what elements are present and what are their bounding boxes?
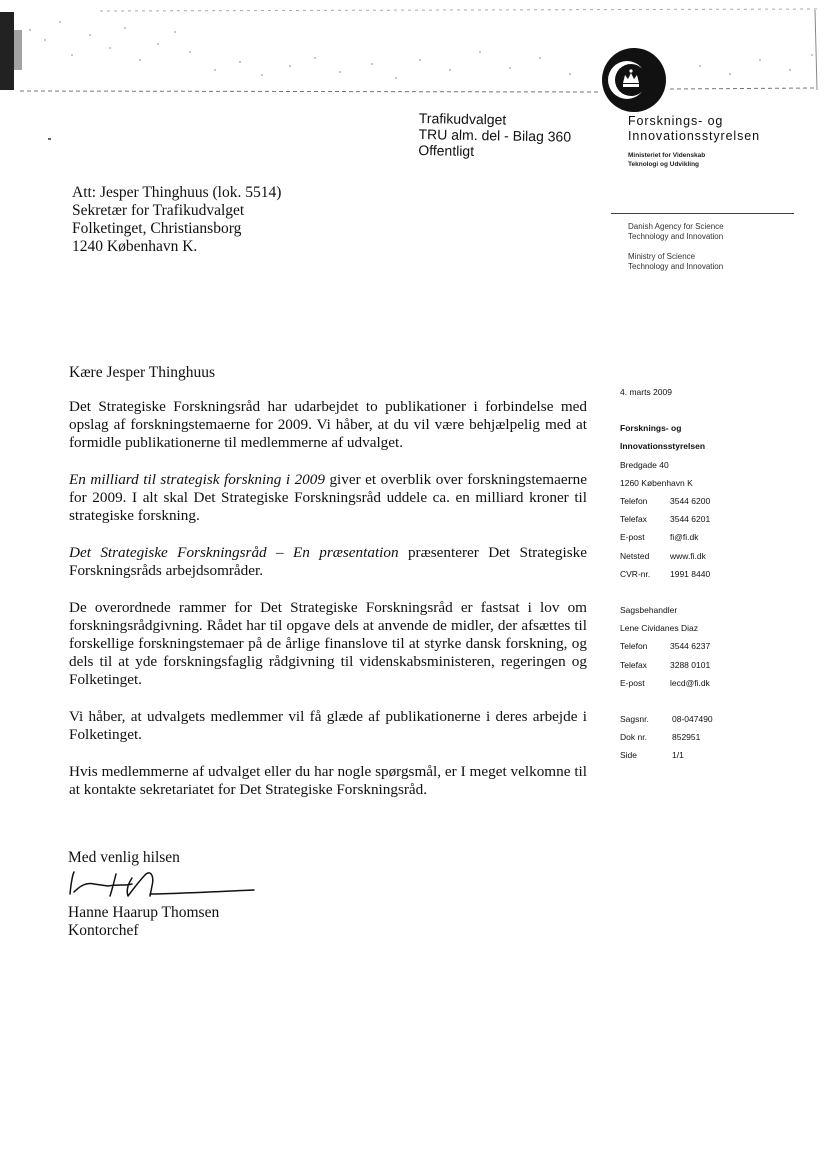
ministry-name-line2: Teknologi og Udvikling xyxy=(628,161,700,168)
contact-label: Telefon xyxy=(620,496,648,507)
handler-contact-label: Telefax xyxy=(620,659,647,670)
signer-name: Hanne Haarup Thomsen xyxy=(68,904,220,921)
scan-noise-band xyxy=(0,0,824,100)
handler-contact-value: lecd@fi.dk xyxy=(670,677,710,688)
contact-value: 1991 8440 xyxy=(670,568,711,579)
case-label: Sagsnr. xyxy=(620,714,649,725)
case-value: 08-047490 xyxy=(672,714,713,725)
handler-row-phone xyxy=(620,637,800,655)
contact-label: Telefax xyxy=(620,514,647,525)
recipient-city: 1240 København K. xyxy=(72,238,198,255)
case-value: 1/1 xyxy=(672,750,684,761)
case-row-number xyxy=(620,710,800,728)
paragraph-1: Det Strategiske Forskningsråd har udarbejdet to publikationer i forbindelse med opslag af forskningstemaerne for 2009. Vi håber, at du vil være behjælpelig med at formidle publikationerne til medlemmerne af udvalget. xyxy=(69,398,587,451)
letter-date: 4. marts 2009 xyxy=(620,387,672,397)
handler-name: Lene Cividanes Diaz xyxy=(620,623,698,634)
salutation: Kære Jesper Thinghuus xyxy=(69,364,216,381)
sidebar-street: Bredgade 40 xyxy=(620,459,669,470)
contact-value: fi@fi.dk xyxy=(670,532,699,543)
stamp-committee: Trafikudvalget xyxy=(418,110,507,128)
handler-contact-value: 3288 0101 xyxy=(670,659,711,670)
case-row-document xyxy=(620,728,800,746)
agency-name xyxy=(628,114,760,144)
agency-name-line2: Innovationsstyrelsen xyxy=(628,129,760,143)
english-agency-line2: Technology and Innovation xyxy=(628,232,724,241)
english-ministry-line1: Ministry of Science xyxy=(628,252,696,261)
paragraph-2 xyxy=(69,471,587,525)
closing-phrase: Med venlig hilsen xyxy=(68,849,180,866)
sidebar-org-line1: Forsknings- og xyxy=(620,423,682,434)
header-divider xyxy=(611,213,794,214)
case-label: Dok nr. xyxy=(620,732,647,743)
sidebar-org-line2: Innovationsstyrelsen xyxy=(620,441,706,452)
handler-contact-value: 3544 6237 xyxy=(670,641,711,652)
sender-details-sidebar xyxy=(620,383,800,765)
paragraph-5: Vi håber, at udvalgets medlemmer vil få glæde af publikationerne i deres arbejde i Folketinget. xyxy=(69,708,587,743)
signer-block xyxy=(68,904,219,940)
contact-label: CVR-nr. xyxy=(620,568,651,579)
contact-value: 3544 6201 xyxy=(670,514,711,525)
recipient-att: Att: Jesper Thinghuus (lok. 5514) xyxy=(72,184,282,201)
letter-body xyxy=(69,398,587,818)
handler-contact-label: E-post xyxy=(620,677,645,688)
sidebar-city: 1260 København K xyxy=(620,477,693,488)
case-value: 852951 xyxy=(672,732,701,743)
contact-row-phone xyxy=(620,492,800,510)
paragraph-2-text: giver et overblik over forskningstemaerne for 2009. I alt skal Det Strategiske Forskningsråd uddele ca. en milliard kroner til strategiske forskning. xyxy=(69,471,587,524)
contact-row-fax xyxy=(620,510,800,528)
handler-label: Sagsbehandler xyxy=(620,605,678,616)
case-row-page xyxy=(620,746,800,764)
handwritten-signature xyxy=(68,864,258,904)
contact-row-cvr xyxy=(620,565,800,583)
handler-row-fax xyxy=(620,656,800,674)
english-agency-line1: Danish Agency for Science xyxy=(628,222,724,231)
contact-row-email xyxy=(620,528,800,546)
english-ministry-line2: Technology and Innovation xyxy=(628,262,724,271)
contact-value: www.fi.dk xyxy=(670,550,706,561)
recipient-address xyxy=(72,184,281,256)
signer-title: Kontorchef xyxy=(68,922,139,939)
paragraph-3 xyxy=(69,544,587,580)
paragraph-4: De overordnede rammer for Det Strategiske Forskningsråd er fastsat i lov om forskningsrådgivning. Rådet har til opgave dels at anvende de midler, der afsættes til forskellige forskningstemaer på de årlige finanslove til at styrke dansk forskning, og dels til at yde forskningsfaglig rådgivning til videnskabsministeren, regeringen og Folketinget. xyxy=(69,599,587,688)
english-agency-name xyxy=(628,222,724,242)
handler-contact-label: Telefon xyxy=(620,641,648,652)
contact-label: E-post xyxy=(620,532,645,543)
case-label: Side xyxy=(620,750,638,761)
recipient-building: Folketinget, Christiansborg xyxy=(72,220,242,237)
crown-logo-icon xyxy=(601,47,667,113)
contact-label: Netsted xyxy=(620,550,650,561)
agency-name-line1: Forsknings- og xyxy=(628,114,724,128)
stamp-status: Offentligt xyxy=(418,141,475,159)
ministry-name-line1: Ministeriet for Videnskab xyxy=(628,152,706,159)
english-ministry-name xyxy=(628,252,723,272)
publication-title-2: Det Strategiske Forskningsråd – En præsentation xyxy=(69,544,399,561)
scan-mark xyxy=(48,138,51,140)
contact-row-website xyxy=(620,547,800,565)
paragraph-6: Hvis medlemmerne af udvalget eller du har nogle spørgsmål, er I meget velkomne til at kontakte sekretariatet for Det Strategiske Forskningsråd. xyxy=(69,763,587,798)
publication-title-1: En milliard til strategisk forskning i 2009 xyxy=(69,471,325,488)
handler-row-email xyxy=(620,674,800,692)
contact-value: 3544 6200 xyxy=(670,496,711,507)
registration-stamp xyxy=(418,110,609,161)
recipient-role: Sekretær for Trafikudvalget xyxy=(72,202,245,219)
paragraph-3-text: præsenterer Det Strategiske Forskningsråds arbejdsområder. xyxy=(69,544,587,579)
ministry-name xyxy=(628,151,705,169)
stamp-reference: TRU alm. del - Bilag 360 xyxy=(418,125,572,145)
